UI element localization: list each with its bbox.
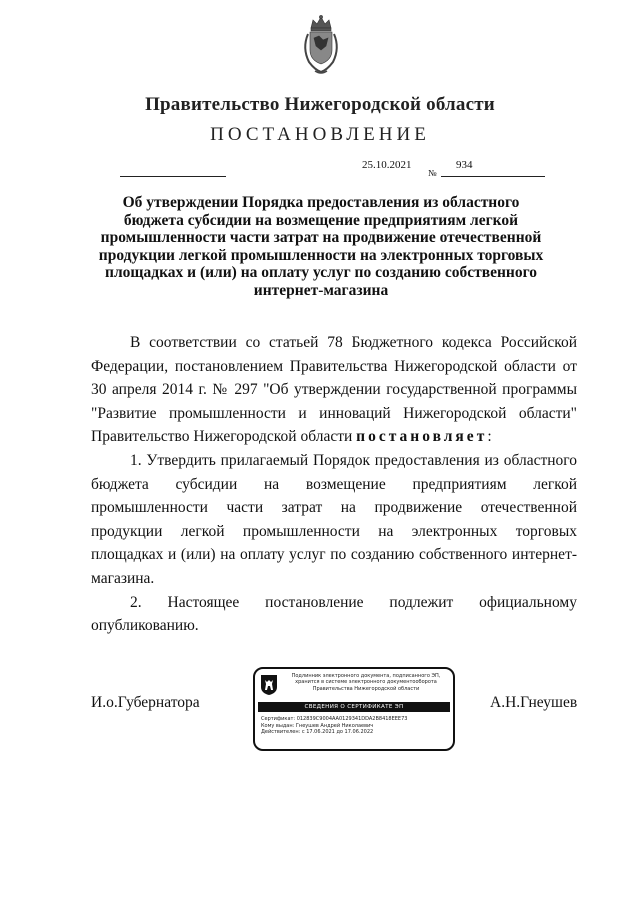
date-underline [120,176,226,177]
certificate-owner: Кому выдан: Гнеушев Андрей Николаевич [261,722,374,729]
certificate-serial: Сертификат: 012839C9004AA0129341DDA2B8418EEE73 [261,716,408,722]
number-underline [441,176,545,177]
item-2: 2. Настоящее постановление подлежит официальному опубликованию. [91,593,577,635]
document-date: 25.10.2021 [362,159,412,171]
document-body [91,331,577,638]
preamble-paragraph [91,331,577,449]
certificate-details [261,716,407,736]
certificate-info-bar: СВЕДЕНИЯ О СЕРТИФИКАТЕ ЭП [258,702,450,712]
document-subject: Об утверждении Порядка предоставления из областного бюджета субсидии на возмещение предприятиям легкой промышленности части затрат на продвижение отечественной продукции легкой промышленности на электронных торговых площадках и (или) на оплату услуг по созданию собственного интернет-магазина [98,194,544,299]
preamble-text: В соответствии со статьей 78 Бюджетного кодекса Российской Федерации, постановлением Правительства Нижегородской области от 30 апреля 2014 г. № 297 "Об утверждении государственной программы "Развитие промышленности и инноваций Нижегородской области" Правительство Нижегородской области [91,334,577,446]
resolves-word: постановляет [356,428,488,446]
electronic-signature-stamp [253,667,455,751]
certificate-validity: Действителен: с 17.06.2021 до 17.06.2022 [261,729,374,736]
document-type: ПОСТАНОВЛЕНИЕ [210,124,430,145]
item-1: 1. Утвердить прилагаемый Порядок предоставления из областного бюджета субсидии на возмещение предприятиям легкой промышленности части затрат на продвижение отечественной продукции легкой промышленности на электронных торговых площадках и (или) на оплату услуг по созданию собственного интернет-магазина. [91,451,577,587]
preamble-colon: : [487,428,492,446]
number-sign: № [428,168,437,178]
coat-of-arms-icon [299,14,343,76]
document-number: 934 [456,159,473,171]
stamp-intro-text: Подлинник электронного документа, подписанного ЭП, хранится в системе электронного документооборота Правительства Нижегородской области [291,673,441,692]
government-name: Правительство Нижегородской области [145,94,495,115]
deer-emblem-icon [261,675,277,695]
signer-name: А.Н.Гнеушев [490,694,578,711]
signer-role: И.о.Губернатора [91,694,200,711]
